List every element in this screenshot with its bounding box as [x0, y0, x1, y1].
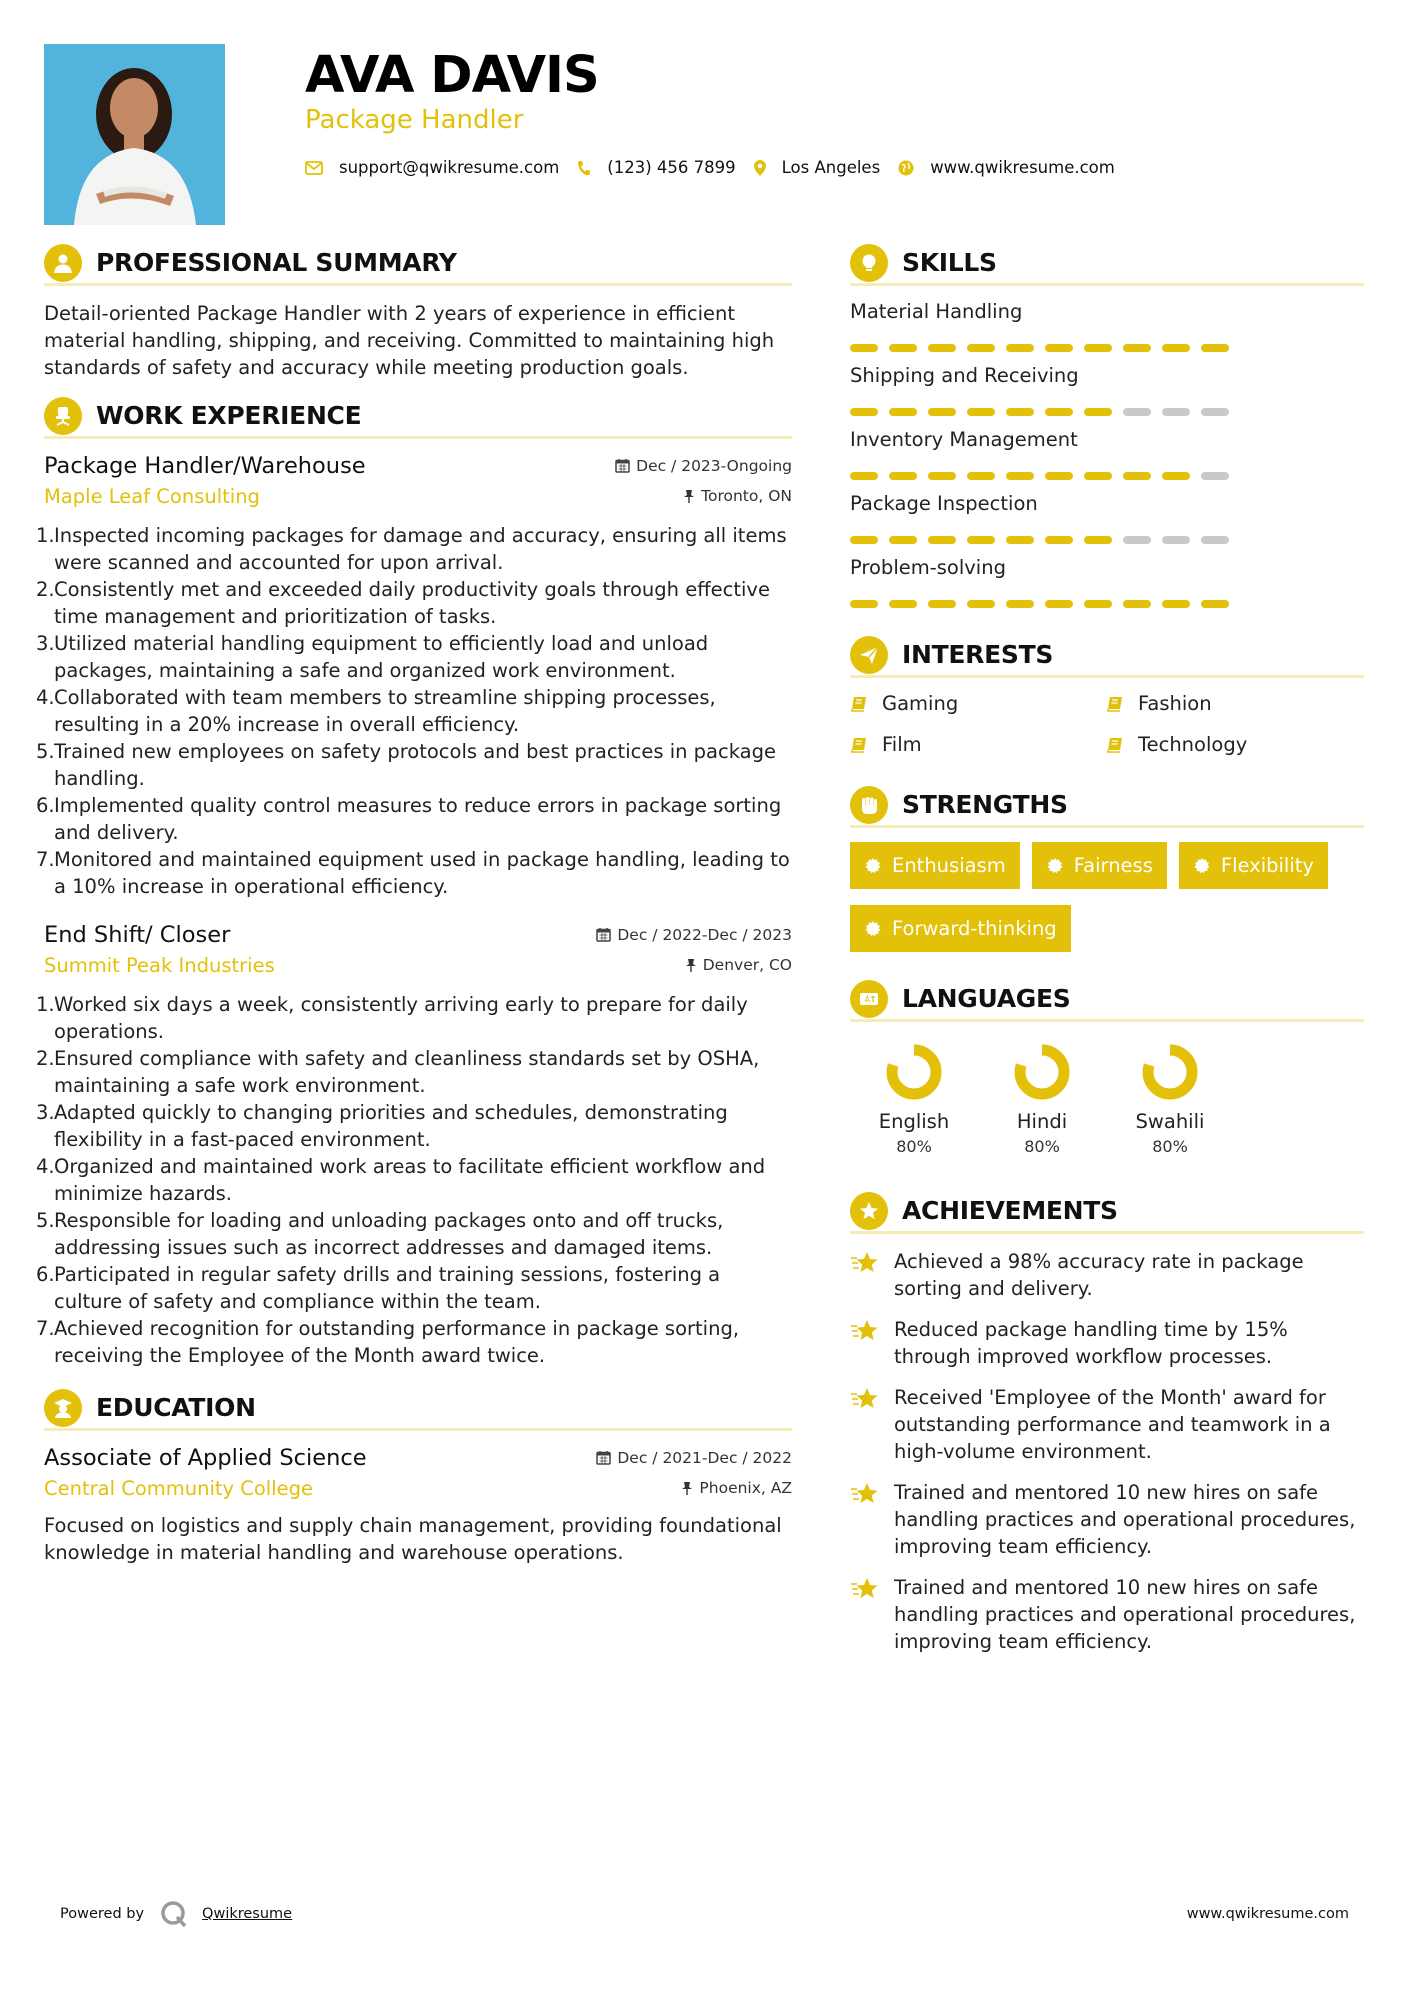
- summary-header: [44, 246, 792, 286]
- badge-icon: [1193, 857, 1211, 875]
- bullet-item: [36, 1153, 792, 1207]
- achievements-header: [850, 1194, 1364, 1234]
- book-icon: [850, 695, 868, 713]
- school-name: Central Community College: [44, 1477, 314, 1500]
- interest-item: [1106, 692, 1362, 715]
- rating-dash-filled: [967, 472, 995, 480]
- mail-icon: [305, 161, 323, 175]
- rating-dash-filled: [1084, 600, 1112, 608]
- language-progress-ring: [1012, 1042, 1072, 1102]
- rating-dash-empty: [1162, 536, 1190, 544]
- bullet-number: 5.: [36, 1209, 55, 1232]
- rating-dash-empty: [1201, 472, 1229, 480]
- rating-dash-empty: [1162, 408, 1190, 416]
- summary-text: Detail-oriented Package Handler with 2 years of experience in efficient material handling, shipping, and receiving. Committed to maintaining high standards of safety and accuracy while meeting production goals.: [44, 302, 775, 379]
- skill-rating: [850, 536, 1364, 544]
- fist-icon: [850, 786, 888, 824]
- education-entry: [44, 1445, 792, 1566]
- job-entry: [36, 453, 792, 900]
- interests-header: [850, 638, 1364, 678]
- education-date: [596, 1449, 792, 1467]
- bullet-item: [36, 738, 792, 792]
- star-icon: [850, 1250, 880, 1276]
- book-icon: [1106, 695, 1124, 713]
- badge-icon: [1046, 857, 1064, 875]
- bullet-item: [36, 1045, 792, 1099]
- achievement-item: [850, 1479, 1364, 1560]
- strength-tag: [850, 905, 1071, 952]
- contact-bar: [305, 158, 1133, 177]
- bullet-text: Responsible for loading and unloading packages onto and off trucks, addressing issues such as incorrect addresses and damaged items.: [54, 1209, 724, 1259]
- skill-name: Inventory Management: [850, 428, 1078, 451]
- job-location-text: Toronto, ON: [701, 487, 792, 505]
- strength-tag: [850, 842, 1020, 889]
- star-icon: [850, 1318, 880, 1344]
- rating-dash-empty: [1201, 536, 1229, 544]
- skills-title: SKILLS: [902, 248, 997, 277]
- bullet-text: Monitored and maintained equipment used in package handling, leading to a 10% increase in operational efficiency.: [54, 848, 790, 898]
- rating-dash-filled: [850, 600, 878, 608]
- rating-dash-filled: [889, 600, 917, 608]
- bullet-item: [36, 991, 792, 1045]
- candidate-name: AVA DAVIS: [305, 46, 599, 105]
- strength-label: Enthusiasm: [892, 854, 1006, 877]
- skill-name: Shipping and Receiving: [850, 364, 1079, 387]
- rating-dash-filled: [1045, 408, 1073, 416]
- rating-dash-filled: [1006, 536, 1034, 544]
- powered-by-text: Powered by: [60, 1906, 145, 1922]
- book-icon: [850, 736, 868, 754]
- bullet-text: Implemented quality control measures to reduce errors in package sorting and delivery.: [54, 794, 782, 844]
- education-date-text: Dec / 2021-Dec / 2022: [617, 1448, 792, 1467]
- calendar-icon: [615, 458, 630, 473]
- bullet-number: 3.: [36, 632, 55, 655]
- company-name: Summit Peak Industries: [44, 954, 275, 977]
- bullet-text: Worked six days a week, consistently arriving early to prepare for daily operations.: [54, 993, 748, 1043]
- skill-name: Material Handling: [850, 300, 1023, 323]
- education-text: Focused on logistics and supply chain management, providing foundational knowledge in material handling and warehouse operations.: [44, 1514, 782, 1564]
- language-name: Hindi: [1016, 1110, 1068, 1133]
- bullet-item: [36, 684, 792, 738]
- profile-photo: [44, 44, 225, 225]
- bullet-text: Achieved recognition for outstanding performance in package sorting, receiving the Employee of the Month award twice.: [54, 1317, 740, 1367]
- rating-dash-filled: [928, 344, 956, 352]
- svg-text:A: A: [864, 994, 870, 1004]
- rating-dash-filled: [967, 344, 995, 352]
- rating-dash-filled: [1006, 408, 1034, 416]
- bullet-text: Inspected incoming packages for damage and accuracy, ensuring all items were scanned and accounted for upon arrival.: [54, 524, 787, 574]
- footer-powered: [60, 1900, 292, 1928]
- language-item: [1106, 1042, 1234, 1156]
- interest-label: Fashion: [1138, 692, 1212, 715]
- star-icon: [850, 1576, 880, 1602]
- bullet-text: Trained new employees on safety protocols and best practices in package handling.: [54, 740, 776, 790]
- company-name: Maple Leaf Consulting: [44, 485, 260, 508]
- skill-item: [850, 428, 1364, 480]
- rating-dash-filled: [1084, 408, 1112, 416]
- rating-dash-filled: [850, 408, 878, 416]
- rating-dash-filled: [850, 344, 878, 352]
- degree: Associate of Applied Science: [44, 1445, 367, 1471]
- rating-dash-filled: [1006, 600, 1034, 608]
- job-date-text: Dec / 2022-Dec / 2023: [617, 925, 792, 944]
- job-bullets: [36, 991, 792, 1369]
- badge-icon: [864, 920, 882, 938]
- achievement-text: Achieved a 98% accuracy rate in package sorting and delivery.: [894, 1250, 1304, 1300]
- skills-header: [850, 246, 1364, 286]
- interest-label: Technology: [1138, 733, 1248, 756]
- rating-dash-filled: [889, 408, 917, 416]
- phone-icon: [577, 160, 591, 176]
- bullet-number: 1.: [36, 993, 55, 1016]
- left-column: [36, 246, 792, 1588]
- job-date: [615, 457, 792, 475]
- bullet-number: 6.: [36, 1263, 55, 1286]
- job-title: End Shift/ Closer: [44, 922, 231, 948]
- rating-dash-filled: [928, 472, 956, 480]
- rating-dash-filled: [928, 408, 956, 416]
- rating-dash-empty: [1201, 408, 1229, 416]
- calendar-icon: [596, 927, 611, 942]
- brand-link[interactable]: Qwikresume: [202, 1906, 293, 1922]
- rating-dash-filled: [1162, 472, 1190, 480]
- skill-rating: [850, 600, 1364, 608]
- bullet-text: Utilized material handling equipment to efficiently load and unload packages, maintaining a safe and organized work environment.: [54, 632, 709, 682]
- language-name: Swahili: [1135, 1110, 1205, 1133]
- book-icon: [1106, 736, 1124, 754]
- bullet-item: [36, 522, 792, 576]
- rating-dash-filled: [1162, 600, 1190, 608]
- rating-dash-filled: [1045, 536, 1073, 544]
- job-bullets: [36, 522, 792, 900]
- skill-name: Problem-solving: [850, 556, 1006, 579]
- bullet-text: Ensured compliance with safety and cleanliness standards set by OSHA, maintaining a safe work environment.: [54, 1047, 760, 1097]
- paper-plane-icon: [850, 636, 888, 674]
- rating-dash-filled: [1084, 344, 1112, 352]
- language-name: English: [878, 1110, 950, 1133]
- interest-item: [1106, 733, 1362, 756]
- job-title: Package Handler/Warehouse: [44, 453, 366, 479]
- rating-dash-filled: [967, 408, 995, 416]
- job-location: [683, 487, 792, 505]
- badge-icon: [864, 857, 882, 875]
- strength-label: Forward-thinking: [892, 917, 1057, 940]
- achievement-text: Trained and mentored 10 new hires on safe handling practices and operational procedures, improving team efficiency.: [894, 1576, 1356, 1653]
- bullet-number: 3.: [36, 1101, 55, 1124]
- job-location: [685, 956, 792, 974]
- rating-dash-empty: [1123, 408, 1151, 416]
- bullet-item: [36, 792, 792, 846]
- skill-item: [850, 556, 1364, 608]
- star-icon: [850, 1386, 880, 1412]
- contact-location: [754, 158, 881, 177]
- rating-dash-filled: [889, 536, 917, 544]
- job-date-text: Dec / 2023-Ongoing: [636, 456, 792, 475]
- skill-rating: [850, 344, 1364, 352]
- experience-header: [44, 399, 792, 439]
- languages-header: [850, 982, 1364, 1022]
- bullet-item: [36, 846, 792, 900]
- office-chair-icon: [44, 397, 82, 435]
- strengths-header: [850, 788, 1364, 828]
- lightbulb-icon: [850, 244, 888, 282]
- rating-dash-filled: [928, 536, 956, 544]
- pushpin-icon: [685, 958, 697, 972]
- job-location-text: Denver, CO: [702, 956, 792, 974]
- summary-title: PROFESSIONAL SUMMARY: [96, 248, 457, 277]
- rating-dash-filled: [1123, 600, 1151, 608]
- graduate-icon: [44, 1389, 82, 1427]
- achievement-item: [850, 1384, 1364, 1465]
- strength-tag: [1032, 842, 1167, 889]
- language-level: 80%: [896, 1137, 932, 1156]
- interest-item: [850, 733, 1106, 756]
- rating-dash-filled: [1006, 344, 1034, 352]
- qwikresume-logo-icon: [160, 1900, 188, 1928]
- bullet-number: 7.: [36, 848, 55, 871]
- rating-dash-filled: [1045, 344, 1073, 352]
- education-title: EDUCATION: [96, 1393, 256, 1422]
- pushpin-icon: [683, 489, 695, 503]
- rating-dash-filled: [1006, 472, 1034, 480]
- education-location-text: Phoenix, AZ: [699, 1479, 792, 1497]
- rating-dash-filled: [1045, 600, 1073, 608]
- interest-label: Gaming: [882, 692, 959, 715]
- strength-tag: [1179, 842, 1328, 889]
- skill-item: [850, 364, 1364, 416]
- experience-title: WORK EXPERIENCE: [96, 401, 362, 430]
- education-header: [44, 1391, 792, 1431]
- map-pin-icon: [754, 160, 766, 176]
- skill-rating: [850, 472, 1364, 480]
- pushpin-icon: [681, 1481, 693, 1495]
- location-text: Los Angeles: [781, 158, 881, 177]
- education-location: [681, 1479, 792, 1497]
- star-icon: [850, 1481, 880, 1507]
- bullet-item: [36, 1207, 792, 1261]
- rating-dash-filled: [1084, 536, 1112, 544]
- bullet-number: 6.: [36, 794, 55, 817]
- language-level: 80%: [1152, 1137, 1188, 1156]
- rating-dash-filled: [1084, 472, 1112, 480]
- bullet-text: Participated in regular safety drills and training sessions, fostering a culture of safety and compliance within the team.: [54, 1263, 721, 1313]
- bullet-text: Consistently met and exceeded daily productivity goals through effective time management and prioritization of tasks.: [54, 578, 770, 628]
- bullet-number: 2.: [36, 578, 55, 601]
- achievement-item: [850, 1248, 1364, 1302]
- bullet-text: Adapted quickly to changing priorities and schedules, demonstrating flexibility in a fast-paced environment.: [54, 1101, 728, 1151]
- language-level: 80%: [1024, 1137, 1060, 1156]
- user-icon: [44, 244, 82, 282]
- email-text: support@qwikresume.com: [339, 158, 560, 177]
- language-item: [978, 1042, 1106, 1156]
- strengths-title: STRENGTHS: [902, 790, 1068, 819]
- candidate-role: Package Handler: [305, 105, 524, 135]
- star-badge-icon: [850, 1192, 888, 1230]
- bullet-number: 4.: [36, 686, 55, 709]
- rating-dash-filled: [889, 472, 917, 480]
- calendar-icon: [596, 1450, 611, 1465]
- bullet-item: [36, 630, 792, 684]
- website-text: www.qwikresume.com: [930, 158, 1115, 177]
- bullet-item: [36, 1315, 792, 1369]
- job-date: [596, 926, 792, 944]
- achievement-text: Received 'Employee of the Month' award for outstanding performance and teamwork in a high-volume environment.: [894, 1386, 1331, 1463]
- achievement-text: Trained and mentored 10 new hires on safe handling practices and operational procedures, improving team efficiency.: [894, 1481, 1356, 1558]
- skill-item: [850, 492, 1364, 544]
- bullet-text: Collaborated with team members to streamline shipping processes, resulting in a 20% increase in overall efficiency.: [54, 686, 716, 736]
- rating-dash-empty: [1123, 536, 1151, 544]
- language-progress-ring: [1140, 1042, 1200, 1102]
- rating-dash-filled: [967, 536, 995, 544]
- strength-label: Flexibility: [1220, 854, 1314, 877]
- interest-label: Film: [882, 733, 922, 756]
- bullet-number: 5.: [36, 740, 55, 763]
- rating-dash-filled: [850, 536, 878, 544]
- right-column: [850, 246, 1364, 1669]
- contact-website[interactable]: [898, 158, 1115, 177]
- rating-dash-filled: [928, 600, 956, 608]
- skill-rating: [850, 408, 1364, 416]
- rating-dash-filled: [1123, 472, 1151, 480]
- rating-dash-filled: [1201, 600, 1229, 608]
- bullet-item: [36, 1261, 792, 1315]
- interests-title: INTERESTS: [902, 640, 1054, 669]
- achievements-title: ACHIEVEMENTS: [902, 1196, 1118, 1225]
- achievement-item: [850, 1574, 1364, 1655]
- language-icon: [850, 980, 888, 1018]
- rating-dash-filled: [850, 472, 878, 480]
- language-item: [850, 1042, 978, 1156]
- rating-dash-filled: [1162, 344, 1190, 352]
- globe-icon: [898, 160, 914, 176]
- footer-website[interactable]: www.qwikresume.com: [1186, 1906, 1349, 1922]
- bullet-number: 7.: [36, 1317, 55, 1340]
- achievement-text: Reduced package handling time by 15% through improved workflow processes.: [894, 1318, 1288, 1368]
- rating-dash-filled: [967, 600, 995, 608]
- bullet-number: 4.: [36, 1155, 55, 1178]
- bullet-number: 2.: [36, 1047, 55, 1070]
- bullet-item: [36, 576, 792, 630]
- achievement-item: [850, 1316, 1364, 1370]
- rating-dash-filled: [1201, 344, 1229, 352]
- rating-dash-filled: [889, 344, 917, 352]
- interest-item: [850, 692, 1106, 715]
- rating-dash-filled: [1045, 472, 1073, 480]
- job-entry: [36, 922, 792, 1369]
- skill-name: Package Inspection: [850, 492, 1038, 515]
- contact-email[interactable]: [305, 158, 559, 177]
- languages-title: LANGUAGES: [902, 984, 1071, 1013]
- skill-item: [850, 300, 1364, 352]
- rating-dash-filled: [1123, 344, 1151, 352]
- contact-phone[interactable]: [577, 158, 735, 177]
- bullet-text: Organized and maintained work areas to facilitate efficient workflow and minimize hazards.: [54, 1155, 766, 1205]
- phone-text: (123) 456 7899: [607, 158, 736, 177]
- bullet-item: [36, 1099, 792, 1153]
- strength-label: Fairness: [1073, 854, 1153, 877]
- language-progress-ring: [884, 1042, 944, 1102]
- bullet-number: 1.: [36, 524, 55, 547]
